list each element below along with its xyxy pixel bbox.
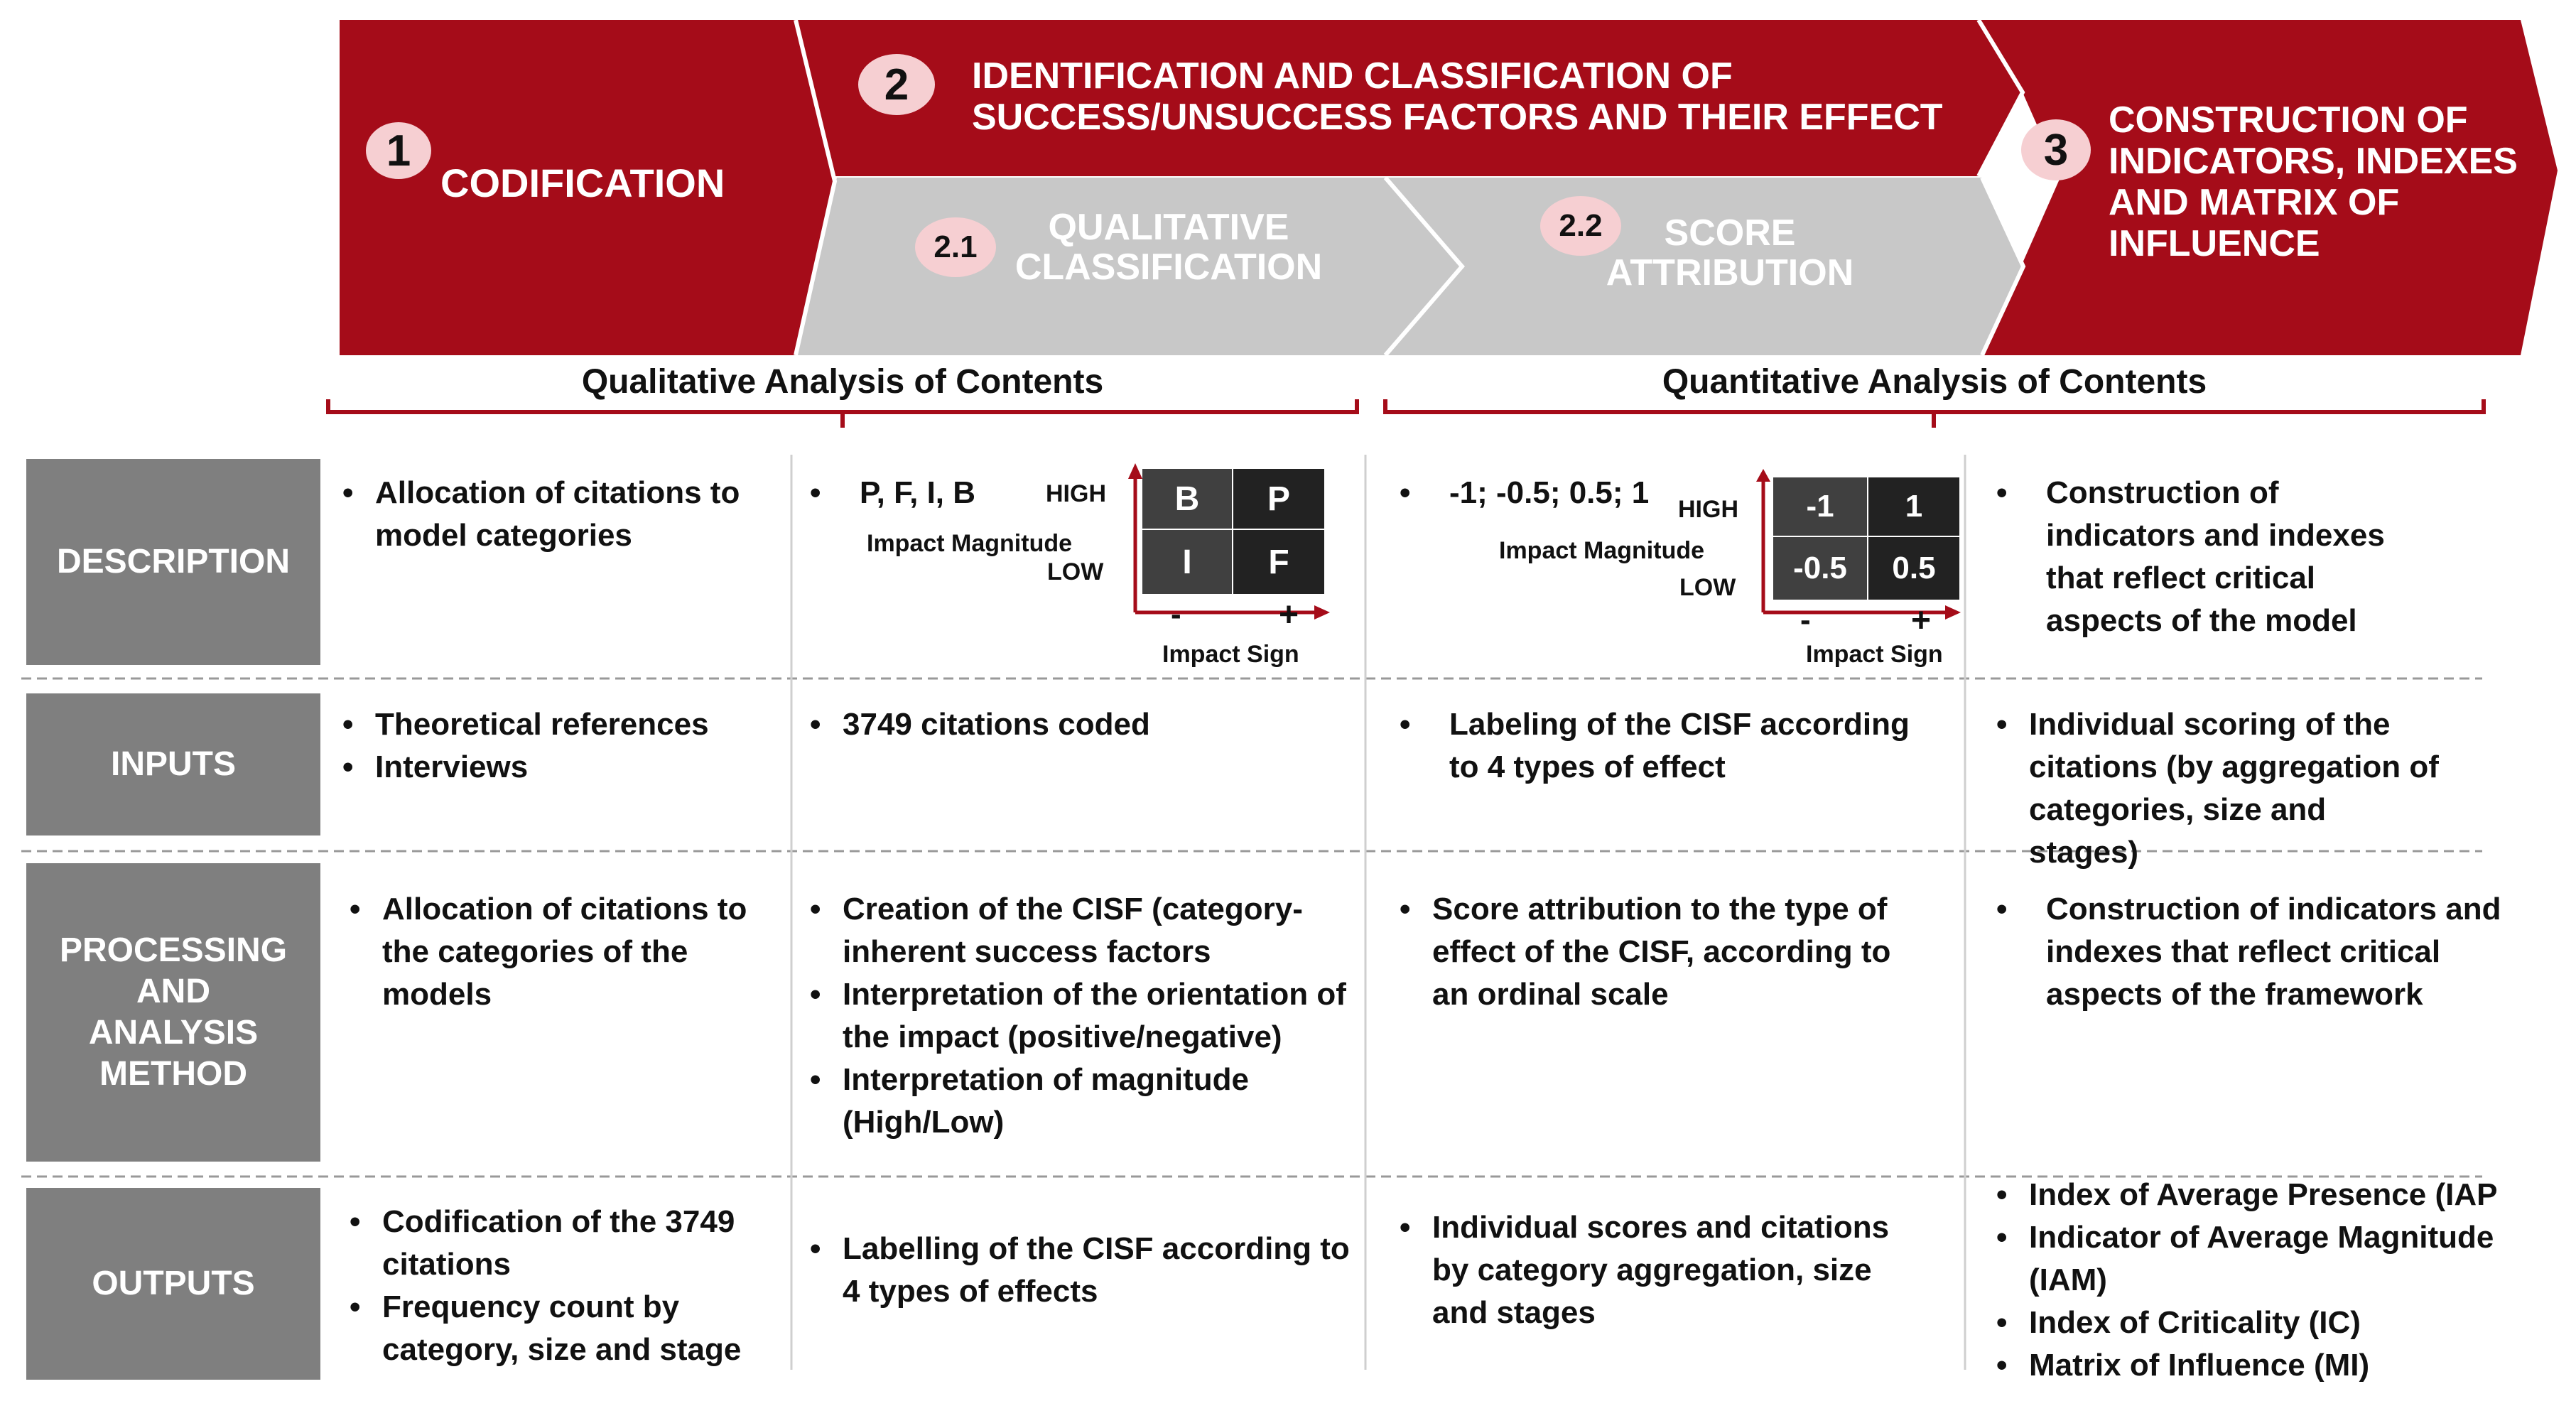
row-label-processing: [26, 863, 320, 1162]
list-item: • Indicator of Average Magnitude (IAM): [1996, 1216, 2508, 1302]
outputs-col4: [1996, 1174, 2508, 1387]
processing-col3: [1400, 888, 1925, 1016]
phase-22-title-line2: ATTRIBUTION: [1606, 252, 1854, 293]
outputs-col1: [350, 1201, 776, 1371]
phase-22-number: 2.2: [1540, 196, 1621, 256]
quantitative-bracket-label: Quantitative Analysis of Contents: [1662, 363, 2207, 401]
inputs-col1: [342, 703, 776, 789]
phase-21-title-line1: QUALITATIVE: [1048, 207, 1289, 248]
inputs-col3: [1400, 703, 1925, 789]
row-label-outputs: OUTPUTS: [26, 1188, 320, 1380]
grid-cell-f: F: [1233, 530, 1324, 594]
processing-col1: [350, 888, 776, 1016]
phase-2-number: 2: [858, 54, 935, 115]
list-item: • Allocation of citations to the categories of the models: [350, 888, 776, 1016]
row-label-processing-line1: PROCESSING AND: [59, 931, 288, 1010]
grid-plus-label: +: [1279, 596, 1299, 634]
row-label-inputs: INPUTS: [26, 693, 320, 836]
processing-col4: [1996, 888, 2508, 1016]
inputs-col2: [810, 703, 1350, 746]
phase-3-number: 3: [2021, 119, 2091, 180]
sign-arrowhead: [1945, 605, 1961, 620]
list-item: • Allocation of citations to model categories: [342, 472, 776, 557]
row-label-description: DESCRIPTION: [26, 459, 320, 665]
list-item: • Individual scores and citations by category aggregation, size and stages: [1400, 1206, 1925, 1334]
list-item: • P, F, I, B: [810, 472, 1023, 514]
grid-low-label: LOW: [1047, 558, 1104, 585]
grid-minus-label: -: [1171, 597, 1181, 632]
description-col2: [810, 472, 1023, 514]
row-label-processing-line3: METHOD: [99, 1055, 247, 1093]
grid-cell-b: B: [1142, 469, 1232, 529]
list-item: • Interpretation of magnitude (High/Low): [810, 1059, 1357, 1144]
list-item: • Construction of indicators and indexes that reflect critical aspects of the framework: [1996, 888, 2508, 1016]
grid-plus-label: +: [1911, 602, 1932, 639]
description-col3: [1400, 472, 1698, 514]
outputs-col3: [1400, 1206, 1925, 1334]
list-item: • -1; -0.5; 0.5; 1: [1400, 472, 1698, 514]
list-item: • Interpretation of the orientation of the impact (positive/negative): [810, 973, 1357, 1059]
list-item: • Construction of indicators and indexes that reflect critical aspects of the model: [1996, 472, 2415, 642]
row-label-processing-line2: ANALYSIS: [88, 1014, 259, 1051]
phase-3-title-line1: CONSTRUCTION OF: [2109, 99, 2468, 141]
list-item: • Individual scoring of the citations (by aggregation of categories, size and stages): [1996, 703, 2444, 874]
grid-low-label: LOW: [1679, 574, 1736, 601]
processing-col2: [810, 888, 1357, 1144]
sign-arrowhead: [1314, 605, 1330, 620]
grid-minus-label: -: [1800, 602, 1811, 637]
grid-cell-p: P: [1233, 469, 1324, 529]
qualitative-bracket-label: Qualitative Analysis of Contents: [581, 363, 1104, 401]
list-item: • Interviews: [342, 746, 776, 789]
magnitude-arrowhead: [1756, 469, 1770, 482]
grid-cell-i: I: [1142, 530, 1232, 594]
list-item: • Theoretical references: [342, 703, 776, 746]
description-col4: [1996, 472, 2415, 642]
grid-high-label: HIGH: [1678, 496, 1738, 523]
grid-high-label: HIGH: [1046, 480, 1106, 507]
description-col1: [342, 472, 776, 557]
phase-2-title-line2: SUCCESS/UNSUCCESS FACTORS AND THEIR EFFECT: [972, 97, 1943, 138]
grid-cell-1: 1: [1868, 477, 1959, 536]
list-item: • Labelling of the CISF according to 4 types of effects: [810, 1228, 1350, 1313]
grid-cell-0-5: 0.5: [1868, 537, 1959, 600]
grid-magnitude-label: Impact Magnitude: [867, 530, 1073, 557]
phase-21-number: 2.1: [915, 217, 996, 277]
magnitude-arrowhead: [1128, 463, 1142, 479]
list-item: • Frequency count by category, size and stage: [350, 1286, 776, 1371]
grid-cell-minus-1: -1: [1773, 477, 1867, 536]
list-item: • Codification of the 3749 citations: [350, 1201, 776, 1286]
phase-2-title-line1: IDENTIFICATION AND CLASSIFICATION OF: [972, 55, 1733, 97]
list-item: • Index of Criticality (IC): [1996, 1302, 2508, 1344]
list-item: • 3749 citations coded: [810, 703, 1350, 746]
list-item: • Index of Average Presence (IAP: [1996, 1174, 2508, 1216]
phase-3-title-line3: AND MATRIX OF: [2109, 182, 2400, 223]
list-item: • Score attribution to the type of effect of the CISF, according to an ordinal scale: [1400, 888, 1925, 1016]
outputs-col2: [810, 1228, 1350, 1313]
phase-22-title-line1: SCORE: [1664, 212, 1796, 254]
phase-3-title-line2: INDICATORS, INDEXES: [2109, 141, 2518, 182]
list-item: • Creation of the CISF (category-inherent success factors: [810, 888, 1357, 973]
grid-cell-minus-0-5: -0.5: [1773, 537, 1867, 600]
phase-1-title: CODIFICATION: [440, 161, 725, 205]
grid-magnitude-label: Impact Magnitude: [1499, 537, 1705, 564]
list-item: • Labeling of the CISF according to 4 types of effect: [1400, 703, 1925, 789]
phase-3-title-line4: INFLUENCE: [2109, 223, 2320, 264]
grid-sign-label: Impact Sign: [1162, 641, 1299, 668]
grid-sign-label: Impact Sign: [1806, 641, 1943, 668]
inputs-col4: [1996, 703, 2444, 874]
phase-1-number: 1: [366, 122, 431, 179]
list-item: • Matrix of Influence (MI): [1996, 1344, 2508, 1387]
phase-21-title-line2: CLASSIFICATION: [1014, 247, 1323, 288]
